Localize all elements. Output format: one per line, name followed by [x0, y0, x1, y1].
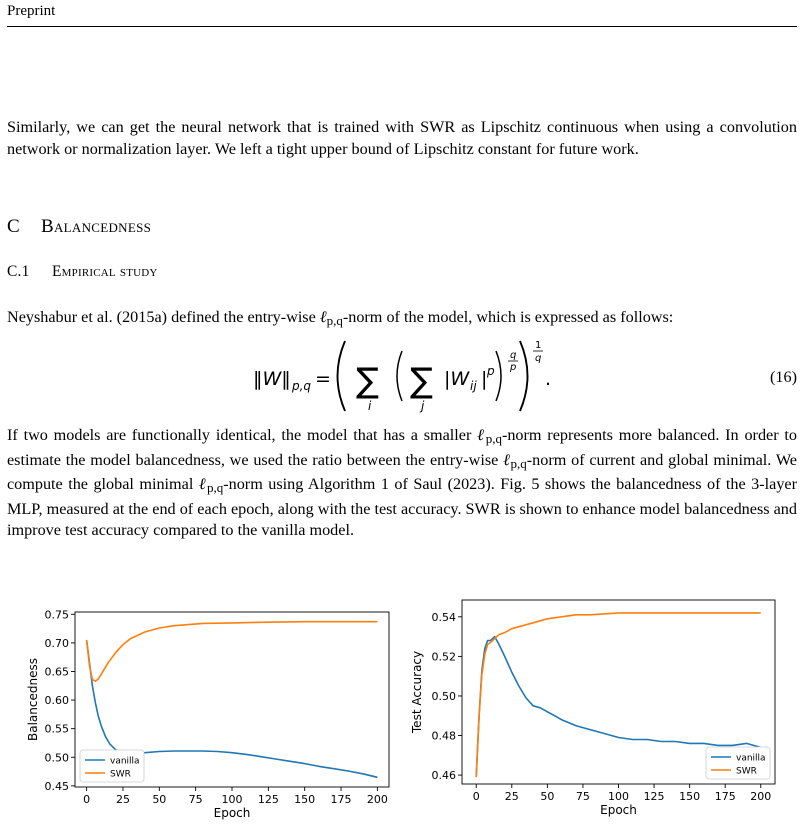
norm-subscript: p,q — [485, 431, 502, 446]
svg-text:p,q: p,q — [292, 379, 312, 393]
legend — [80, 750, 144, 782]
svg-text:j: j — [421, 399, 425, 413]
subsection-title: Empirical study — [52, 263, 158, 280]
svg-text:q: q — [510, 350, 517, 361]
balancedness-text-1: If two models are functionally identical, the model that has a smaller — [7, 426, 478, 444]
svg-text:.: . — [545, 368, 552, 390]
norm-subscript: p,q — [206, 480, 224, 495]
x-tick-label: 25 — [115, 793, 130, 806]
balancedness-text-4: -norm using Algorithm 1 of Saul (2023). Fig. 5 shows the balancedness of the 3-layer MLP, measured at the end of each epoch, along with the test accuracy. SWR is shown to enhance model balancedness and improve test accuracy compared to the vanilla model. — [7, 475, 798, 539]
series-line-swr — [87, 622, 378, 682]
y-tick-label: 0.50 — [44, 751, 69, 765]
equation-16 — [0, 331, 804, 417]
legend-label-vanilla: vanilla — [736, 753, 766, 764]
legend-label-swr: SWR — [736, 766, 757, 777]
paragraph-balancedness: If two models are functionally identical, the model that has a smaller ℓ$_{p,q}$-norm represents more balanced. In order to estimate the model balancedness, we used the ratio between the entry-wise ℓ$_{p,q}$-norm of current and global minimal. We compute the global minimal ℓ$_{p,q}$-norm using Algorithm 1 of Saul (2023). Fig. 5 shows the balancedness of the 3-layer MLP, measured at the end of each epoch, along with the test accuracy. SWR is shown to enhance model balancedness and improve test accuracy compared to the vanilla model. — [7, 426, 798, 539]
section-heading — [7, 216, 151, 238]
legend-label-vanilla: vanilla — [110, 756, 140, 767]
equation-number: (16) — [770, 368, 797, 386]
balancedness-chart — [0, 600, 400, 828]
y-tick-label: 0.70 — [44, 636, 69, 650]
paragraph-definition: Neyshabur et al. (2015a) defined the entry-wise ℓ$_{p,q}$-norm of the model, which is expressed as follows: — [7, 308, 674, 328]
balancedness-text-3: -norm of current and global minimal. We compute the global minimal — [7, 450, 797, 493]
x-tick-label: 200 — [366, 793, 388, 806]
legend-label-swr: SWR — [110, 769, 131, 780]
y-tick-label: 0.48 — [431, 729, 456, 743]
y-tick-label: 0.52 — [431, 650, 456, 664]
definition-text-start: Neyshabur et al. (2015a) defined the entry-wise — [7, 308, 320, 326]
y-axis-label: Test Accuracy — [410, 650, 424, 734]
y-tick-label: 0.50 — [431, 689, 456, 703]
x-tick-label: 175 — [714, 790, 736, 803]
y-tick-label: 0.46 — [431, 769, 456, 783]
svg-text:q: q — [535, 353, 542, 364]
x-tick-label: 175 — [330, 793, 352, 806]
y-tick-label: 0.45 — [44, 779, 69, 793]
x-tick-label: 100 — [608, 790, 629, 803]
svg-text:|: | — [481, 368, 488, 390]
x-tick-label: 150 — [294, 793, 316, 806]
balancedness-text-2: -norm represents more balanced. In order to estimate the model balancedness, we used the ratio between the entry-wise — [7, 426, 798, 469]
svg-text:i: i — [368, 399, 372, 413]
svg-text:∑: ∑ — [410, 361, 433, 401]
subsection-number: C.1 — [7, 263, 30, 280]
x-tick-label: 0 — [83, 793, 91, 806]
y-tick-label: 0.60 — [44, 694, 69, 708]
section-title: Balancedness — [41, 216, 152, 237]
test-accuracy-chart — [402, 590, 804, 828]
svg-text:∑: ∑ — [356, 361, 379, 401]
svg-text:=: = — [315, 368, 331, 390]
x-tick-label: 50 — [540, 790, 555, 803]
x-tick-label: 50 — [152, 793, 167, 806]
svg-text:‖W‖: ‖W‖ — [253, 368, 291, 390]
x-tick-label: 25 — [504, 790, 519, 803]
x-tick-label: 75 — [188, 793, 203, 806]
svg-text:|W: |W — [444, 368, 470, 390]
definition-text-end: -norm of the model, which is expressed as follows: — [342, 308, 674, 326]
svg-text:p: p — [510, 362, 517, 373]
x-tick-label: 100 — [221, 793, 243, 806]
y-axis-label: Balancedness — [26, 658, 40, 741]
x-tick-label: 0 — [472, 790, 480, 803]
section-number: C — [7, 216, 20, 237]
paragraph-lipschitz: Similarly, we can get the neural network that is trained with SWR as Lipschitz continuous when using a convolution network or normalization layer. We left a tight upper bound of Lipschitz constant for future work. — [7, 118, 797, 158]
svg-text:1: 1 — [535, 340, 542, 351]
running-title: Preprint — [7, 3, 56, 19]
x-tick-label: 125 — [257, 793, 279, 806]
y-tick-label: 0.54 — [431, 610, 456, 624]
norm-subscript: p,q — [510, 455, 527, 471]
x-axis-label: Epoch — [600, 803, 637, 817]
x-tick-label: 150 — [679, 790, 701, 803]
legend — [706, 747, 770, 779]
subsection-heading — [7, 263, 158, 281]
x-tick-label: 200 — [750, 790, 772, 803]
x-tick-label: 125 — [643, 790, 665, 803]
header-rule — [7, 26, 797, 27]
norm-subscript: p,q — [326, 313, 343, 328]
svg-text:p: p — [487, 364, 495, 378]
x-axis-label: Epoch — [213, 806, 251, 820]
svg-text:ij: ij — [470, 379, 477, 393]
y-tick-label: 0.55 — [44, 722, 69, 736]
y-tick-label: 0.75 — [44, 608, 69, 622]
x-tick-label: 75 — [575, 790, 590, 803]
y-tick-label: 0.65 — [44, 665, 69, 679]
